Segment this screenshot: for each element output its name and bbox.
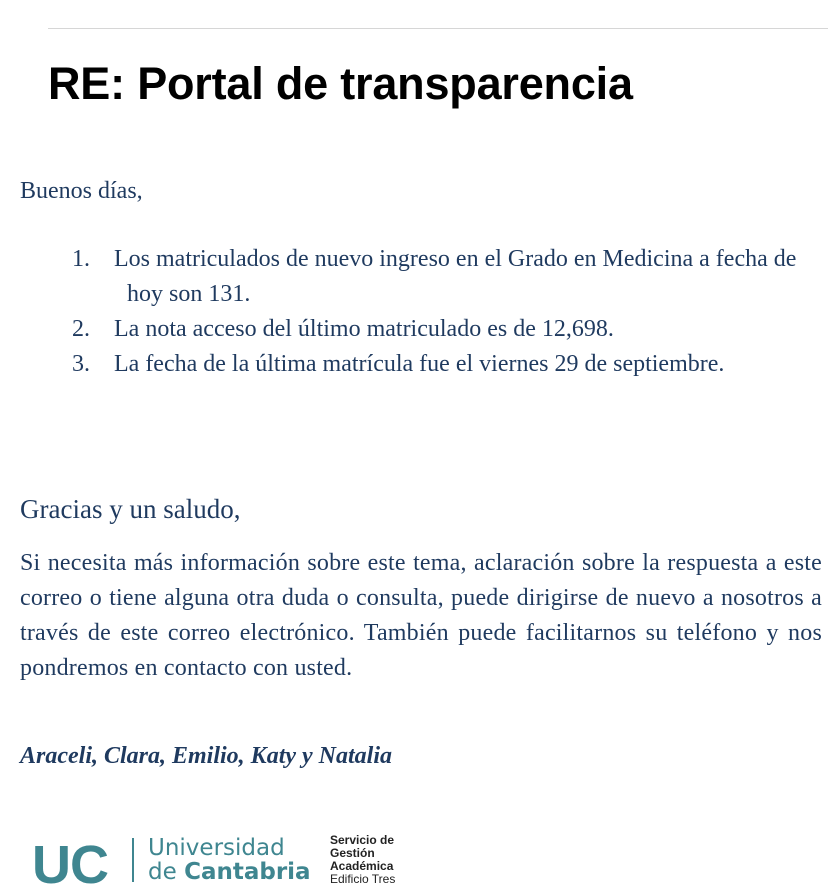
list-item-number: 3. — [72, 351, 90, 377]
email-closing: Gracias y un saludo, — [20, 494, 241, 524]
logo-service-line1: Servicio de — [330, 833, 395, 847]
info-paragraph: Si necesita más información sobre este tema, aclaración sobre la respuesta a este correo o tiene alguna otra duda o consulta, puede dirigirse de nuevo a nosotros a través de este correo electrónico. También puede facilitarnos su teléfono y nos pondremos en contacto con usted. — [20, 550, 822, 681]
logo-service-line4: Edificio Tres — [330, 872, 396, 886]
list-item — [20, 347, 828, 382]
logo-university-line1: Universidad — [148, 835, 285, 861]
list-item-number: 2. — [72, 316, 90, 342]
logo-service-name — [330, 834, 395, 886]
top-divider — [48, 28, 828, 29]
university-logo — [32, 826, 452, 893]
logo-university-strong: Cantabria — [184, 859, 311, 885]
list-item — [20, 242, 828, 312]
answers-list — [20, 242, 828, 382]
list-item — [20, 312, 828, 347]
logo-university-name — [148, 836, 311, 884]
logo-separator — [132, 838, 134, 882]
email-subject: RE: Portal de transparencia — [48, 58, 633, 109]
logo-mark: UC — [32, 835, 108, 893]
logo-service-line2: Gestión — [330, 846, 375, 860]
list-item-text: Los matriculados de nuevo ingreso en el Grado en Medicina a fecha de hoy son 131. — [114, 246, 797, 307]
email-greeting: Buenos días, — [20, 178, 143, 204]
logo-university-line2 — [148, 860, 311, 884]
logo-service-line3: Académica — [330, 859, 394, 873]
list-item-number: 1. — [72, 246, 90, 272]
email-signature: Araceli, Clara, Emilio, Katy y Natalia — [20, 743, 392, 769]
list-item-text: La fecha de la última matrícula fue el viernes 29 de septiembre. — [114, 351, 725, 377]
list-item-text: La nota acceso del último matriculado es de 12,698. — [114, 316, 614, 342]
logo-university-prefix: de — [148, 859, 185, 885]
